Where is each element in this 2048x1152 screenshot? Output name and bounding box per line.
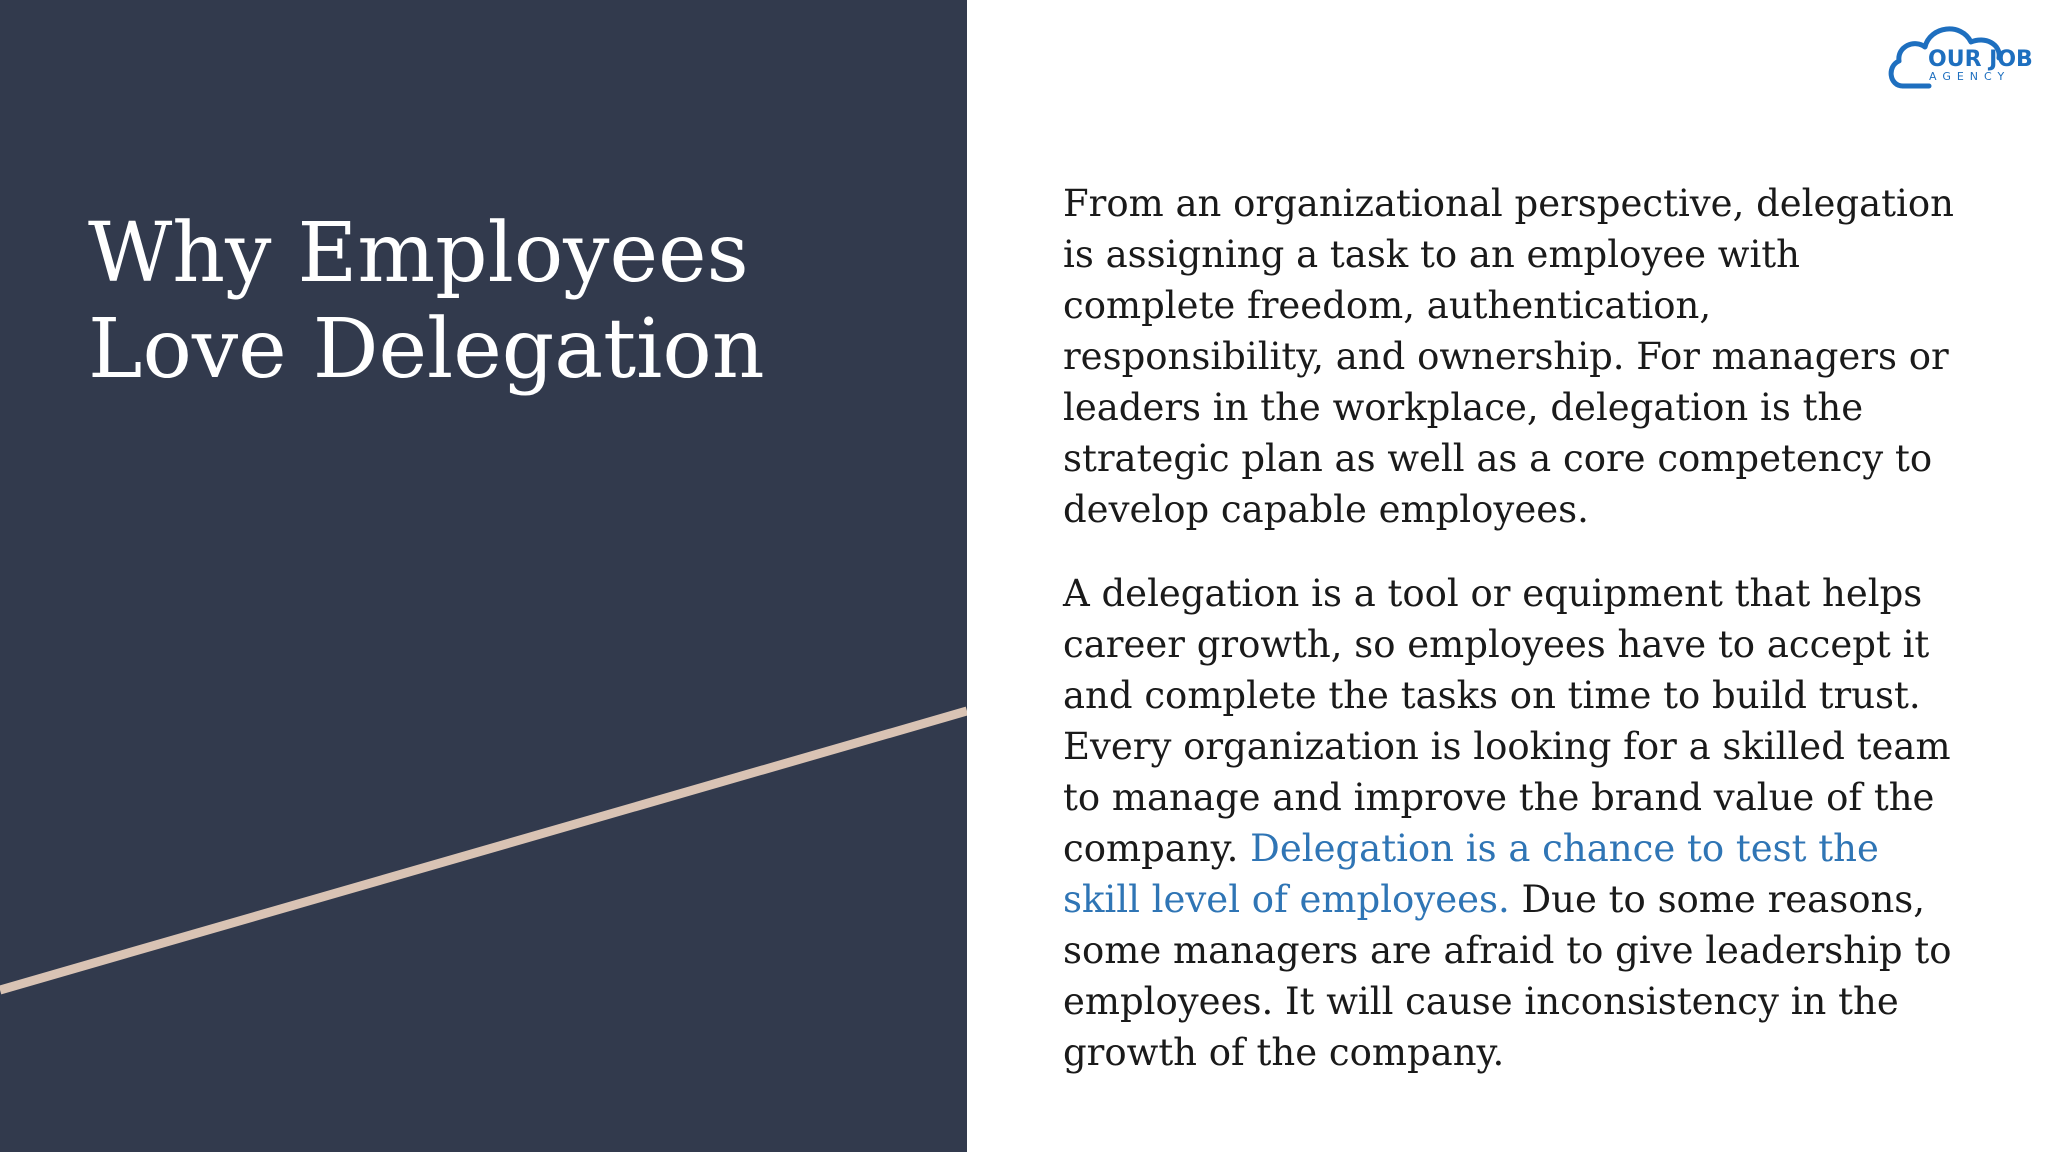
body-text [1063, 178, 1963, 1078]
paragraph-2-text-end: Due to some reasons, some managers are afraid to give leadership to employees. It will cause inconsistency in the growth of the company. [1063, 878, 1952, 1074]
slide-title-line-2: Love Delegation [88, 302, 765, 397]
logo-line-1: OUR JOB [1928, 47, 2033, 72]
title-panel [0, 0, 967, 1152]
logo-line-2: AGENCY [1929, 70, 2011, 83]
paragraph-2 [1063, 568, 1963, 1078]
slide-title [88, 206, 765, 398]
paragraph-2-text-start: A delegation is a tool or equipment that helps career growth, so employees have to accept it and complete the tasks on time to build trust. Every organization is looking for a skilled team to manage and improve the brand value of the company. [1063, 572, 1951, 870]
slide-title-line-1: Why Employees [88, 206, 749, 301]
delegation-chance-link[interactable]: Delegation is a chance to test the skill level of employees. [1063, 827, 1879, 921]
paragraph-1: From an organizational perspective, delegation is assigning a task to an employee with complete freedom, authentication, responsibility, and ownership. For managers or leaders in the workplace, delegation is the strategic plan as well as a core competency to develop capable employees. [1063, 182, 1954, 531]
our-job-agency-logo [1885, 12, 2048, 98]
diagonal-accent-line [0, 0, 967, 1152]
